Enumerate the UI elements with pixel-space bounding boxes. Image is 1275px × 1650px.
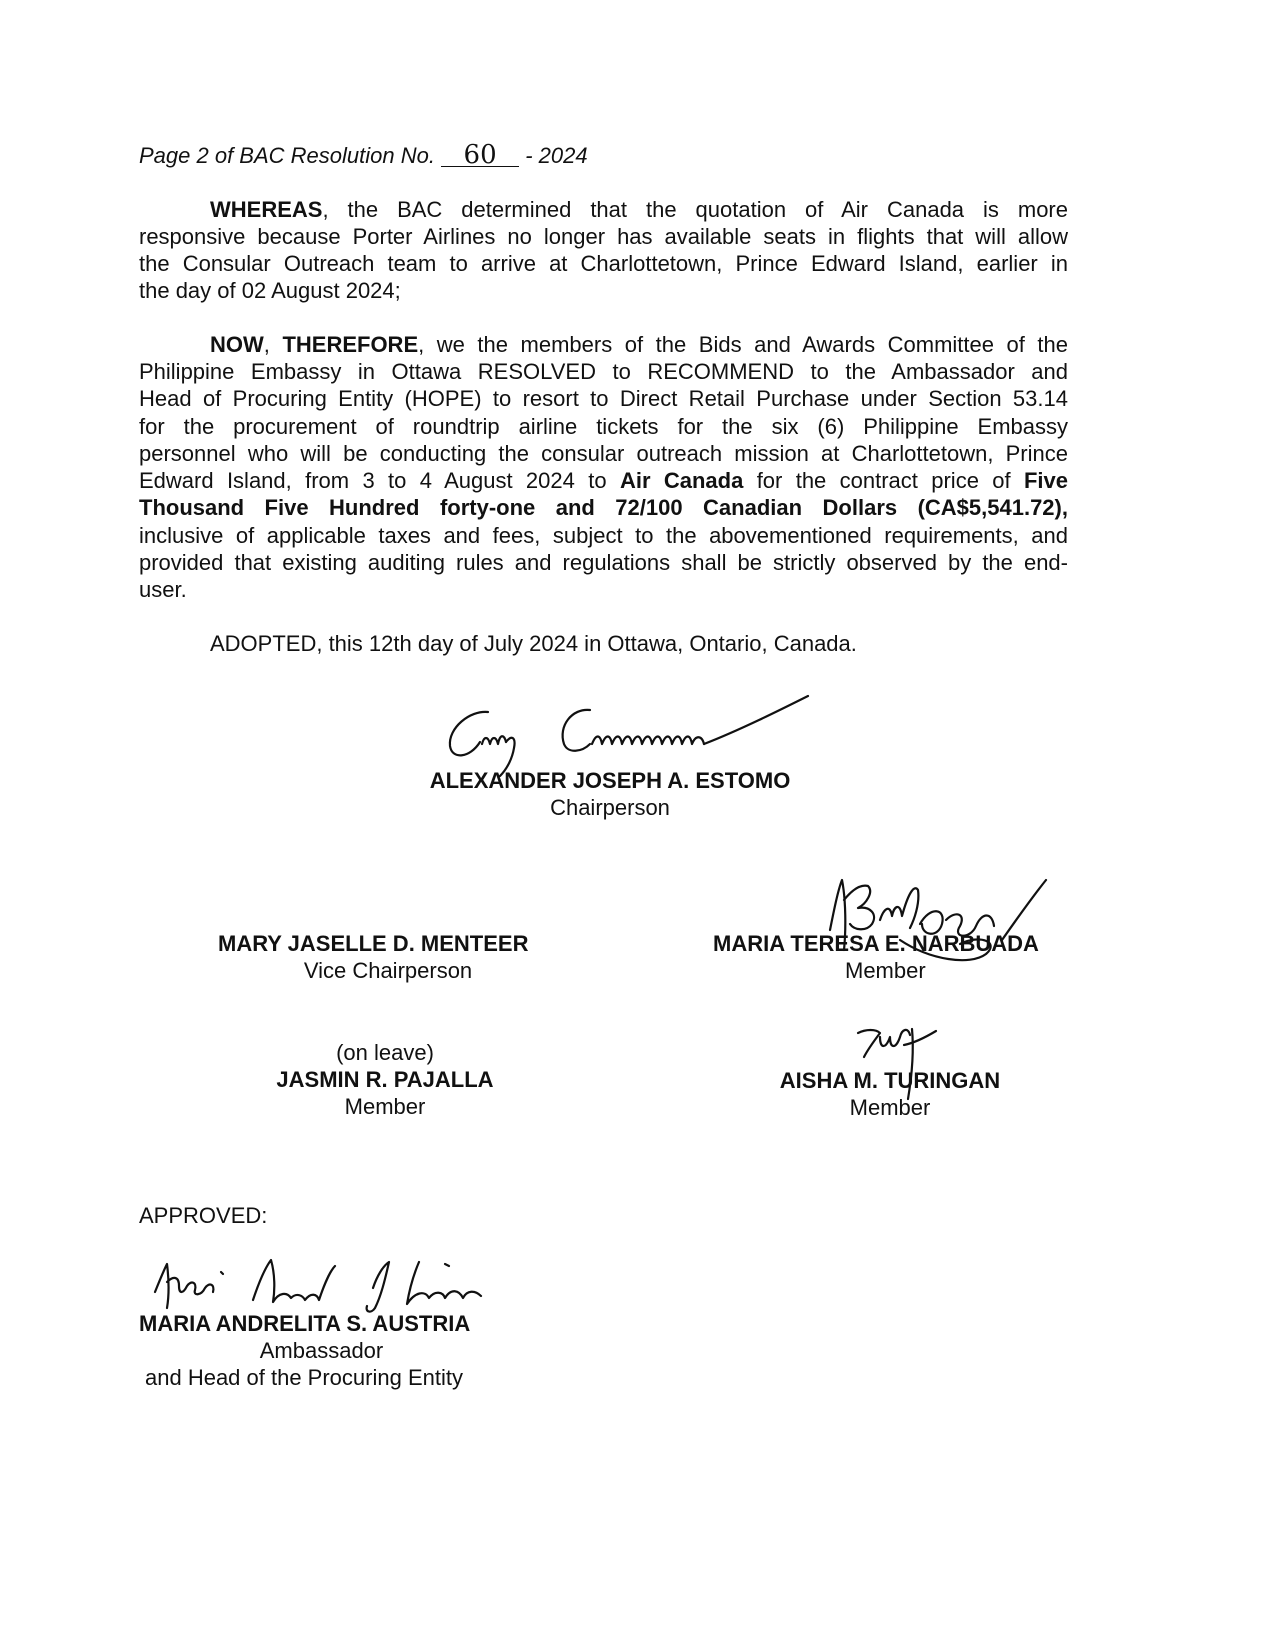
resolution-number: 60 [441,144,519,167]
resolution-line-8: inclusive of applicable taxes and fees, subject to the abovementioned requirements, and [139,523,1068,548]
resolution-line-3: Head of Procuring Entity (HOPE) to resort to Direct Retail Purchase under Section 53.14 [139,386,1068,411]
whereas-line-2: responsive because Porter Airlines no longer has available seats in flights that will allow [139,224,1068,249]
whereas-line-1: WHEREAS, the BAC determined that the quotation of Air Canada is more [210,197,1068,222]
adopted-statement: ADOPTED, this 12th day of July 2024 in Ottawa, Ontario, Canada. [210,631,857,656]
member-turingan-name: AISHA M. TURINGAN [779,1068,1001,1093]
vice-chairperson-name: MARY JASELLE D. MENTEER [218,931,529,956]
member-pajalla-title: Member [344,1094,426,1119]
resolution-line-10: user. [139,577,187,602]
vice-chairperson-title: Vice Chairperson [303,958,473,983]
member-narbuada-title: Member [845,958,926,983]
chairperson-name: ALEXANDER JOSEPH A. ESTOMO [429,768,791,793]
header-prefix: Page 2 of BAC Resolution No. [139,143,435,168]
page-header [139,140,588,170]
chairperson-signature [440,690,820,780]
member-pajalla-name: JASMIN R. PAJALLA [276,1067,494,1092]
resolution-line-1: NOW, THEREFORE, we the members of the Bids and Awards Committee of the [210,332,1068,357]
member-pajalla-note: (on leave) [336,1040,434,1065]
resolution-line-9: provided that existing auditing rules and regulations shall be strictly observed by the end- [139,550,1068,575]
hope-title: and Head of the Procuring Entity [145,1365,463,1390]
ambassador-title: Ambassador [259,1338,384,1363]
header-year: - 2024 [525,143,588,168]
member-narbuada-name: MARIA TERESA E. NARBUADA [713,931,1039,956]
approved-label: APPROVED: [139,1203,268,1228]
resolution-line-2: Philippine Embassy in Ottawa RESOLVED to RECOMMEND to the Ambassador and [139,359,1068,384]
member-turingan-title: Member [849,1095,931,1120]
chairperson-title: Chairperson [550,795,670,820]
whereas-line-3: the Consular Outreach team to arrive at Charlottetown, Prince Edward Island, earlier in [139,251,1068,276]
ambassador-name: MARIA ANDRELITA S. AUSTRIA [139,1311,471,1336]
whereas-line-4: the day of 02 August 2024; [139,278,401,303]
resolution-line-7: Thousand Five Hundred forty-one and 72/100 Canadian Dollars (CA$5,541.72), [139,495,1068,520]
resolution-line-6: Edward Island, from 3 to 4 August 2024 to Air Canada for the contract price of Five [139,468,1069,493]
resolution-line-4: for the procurement of roundtrip airline tickets for the six (6) Philippine Embassy [139,414,1068,439]
resolution-line-5: personnel who will be conducting the consular outreach mission at Charlottetown, Prince [139,441,1068,466]
